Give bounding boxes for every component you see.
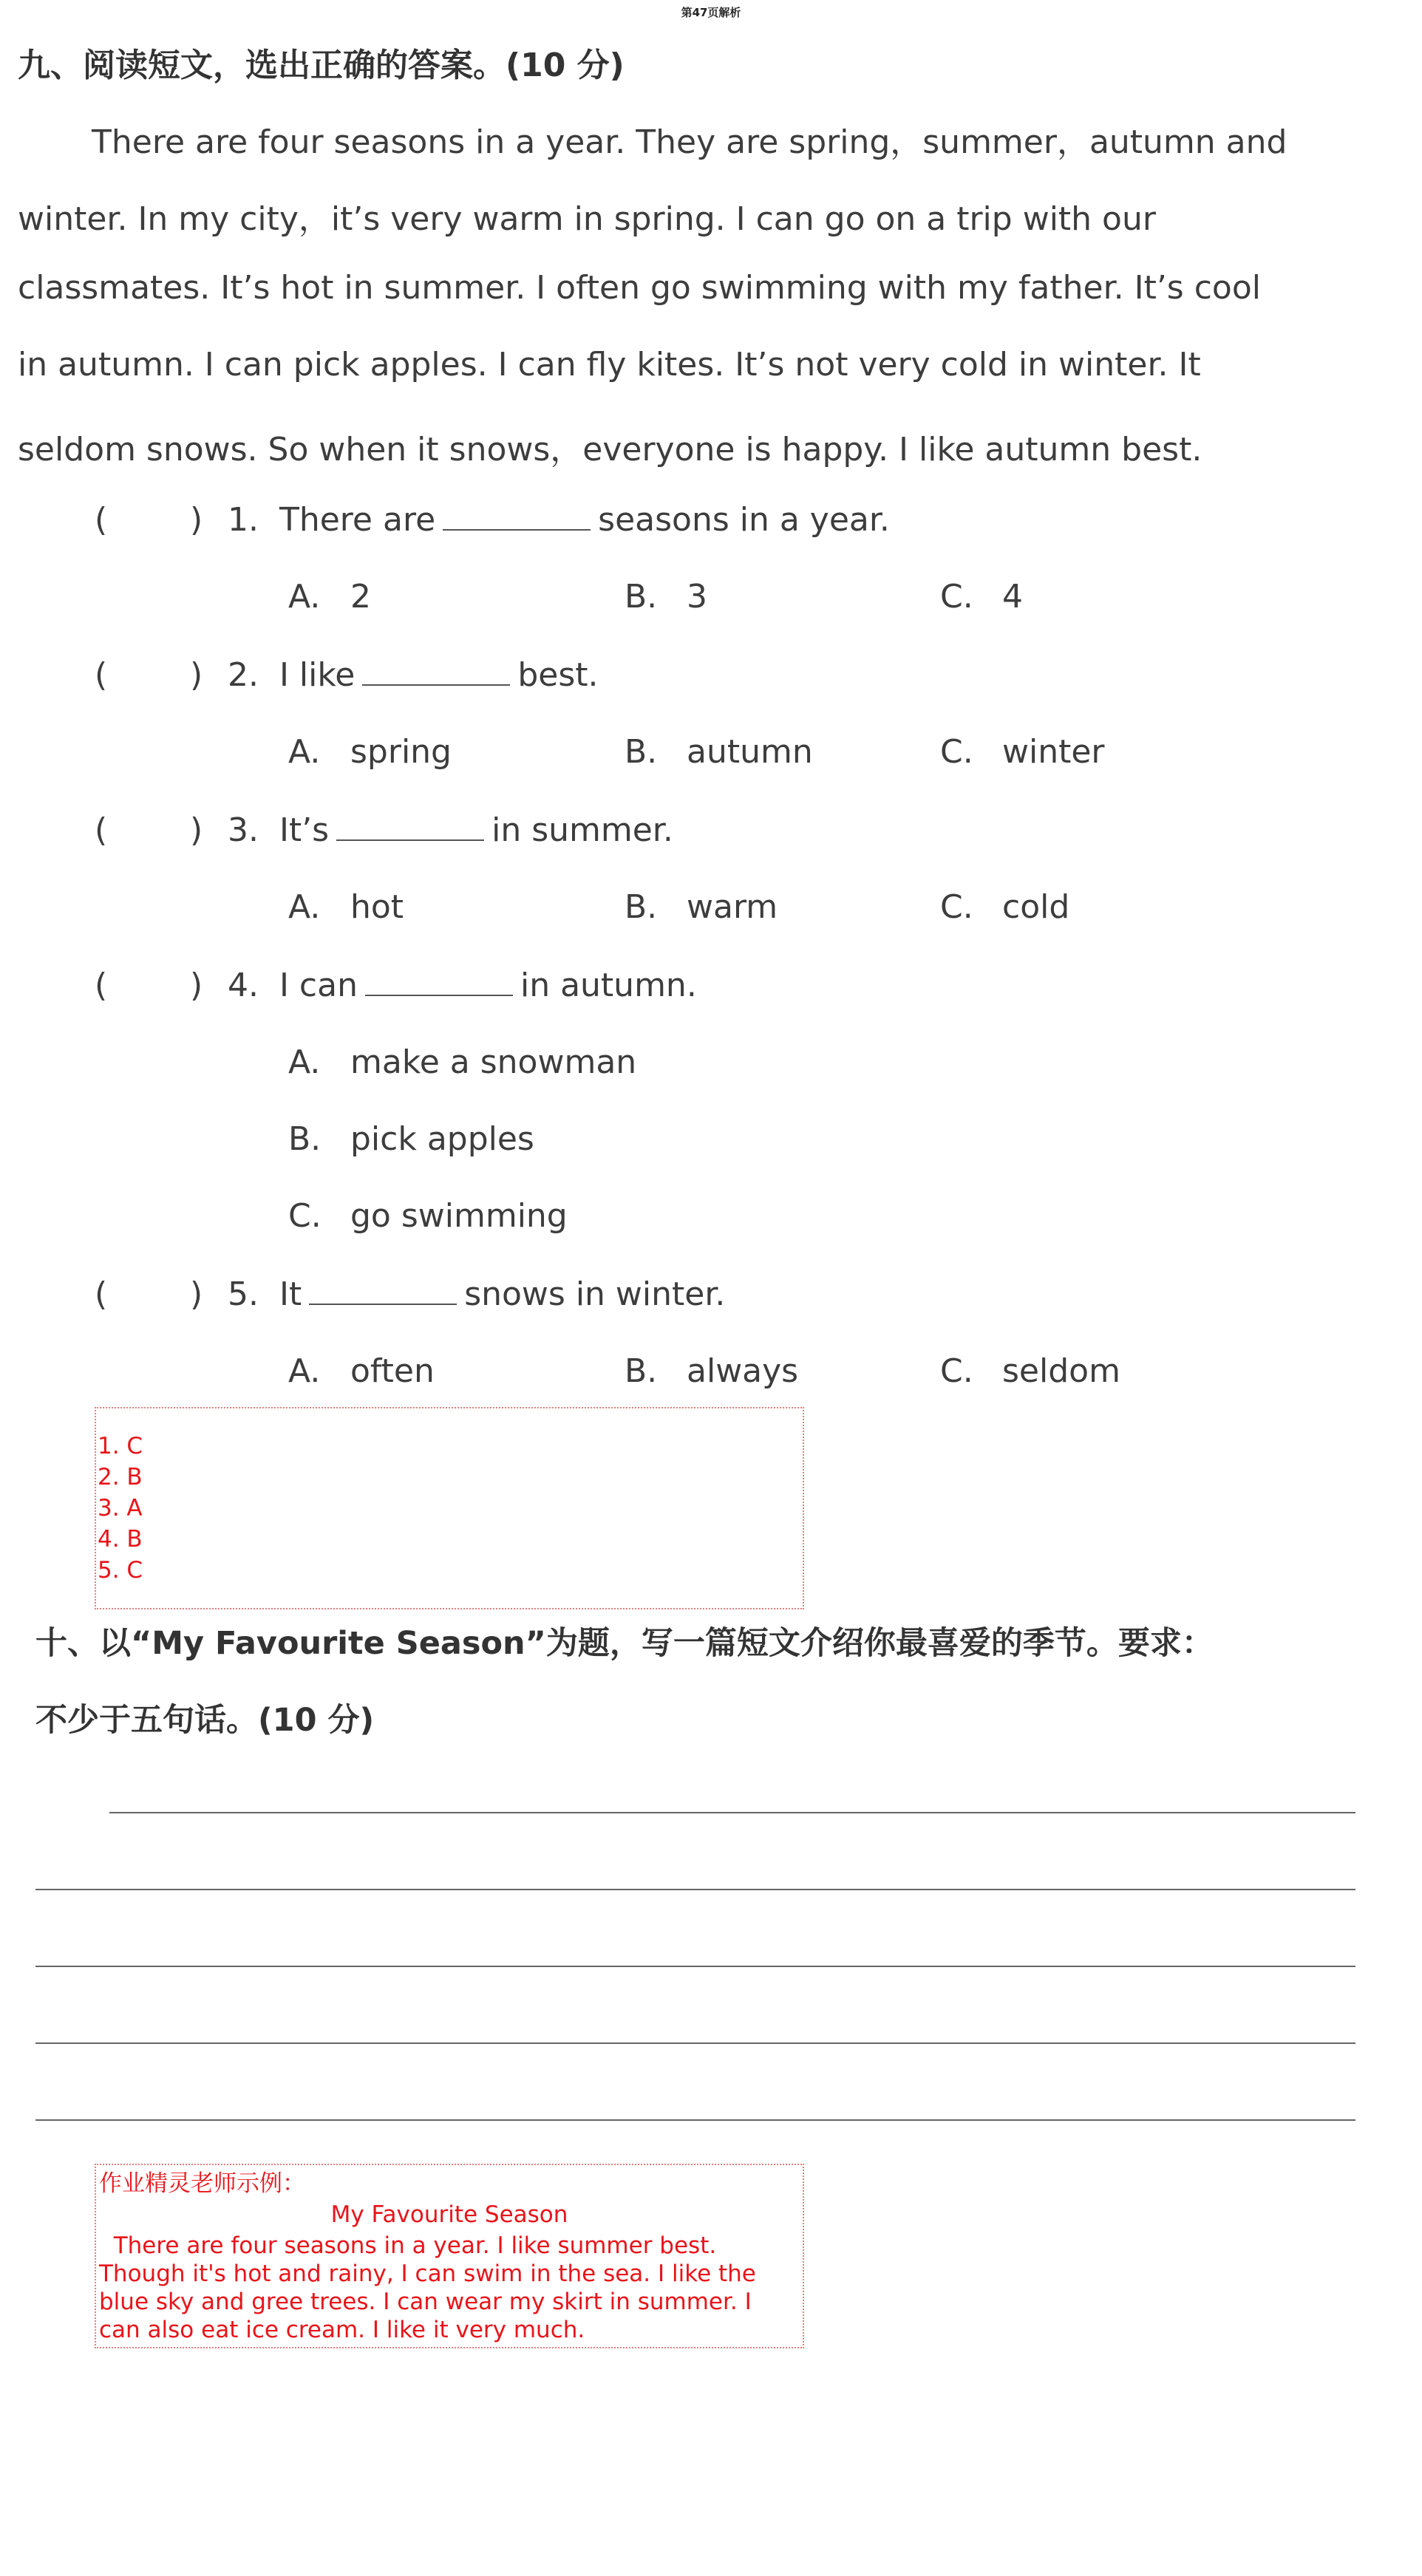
blank-3[interactable] [336, 811, 484, 841]
q3-option-a[interactable]: A. hot [288, 888, 404, 926]
sample-label: 作业精灵老师示例： [99, 2170, 305, 2197]
answer-4: 4. B [98, 1526, 143, 1553]
blank-4[interactable] [365, 967, 513, 996]
section-9-title: 九、阅读短文，选出正确的答案。(10 分) [18, 47, 625, 84]
question-5: 5. It snows in winter. [228, 1275, 726, 1313]
sample-title: My Favourite Season [330, 2201, 568, 2228]
passage-line-5: seldom snows. So when it snows，everyone is happy. I like autumn best. [18, 431, 1202, 468]
answer-2: 2. B [98, 1464, 143, 1490]
passage-line-4: in autumn. I can pick apples. I can fly kites. It’s not very cold in winter. It [18, 346, 1201, 384]
answer-1: 1. C [98, 1433, 143, 1459]
question-3: 3. It’s in summer. [228, 811, 673, 849]
writing-line-4[interactable] [35, 2042, 1355, 2044]
q3-option-b[interactable]: B. warm [625, 888, 778, 926]
sample-line-2: Though it's hot and rainy, I can swim in the sea. I like the [99, 2260, 756, 2287]
q3-option-c[interactable]: C. cold [940, 888, 1070, 926]
blank-1[interactable] [443, 501, 591, 531]
sample-essay-box [95, 2164, 804, 2348]
writing-line-1[interactable] [109, 1812, 1355, 1813]
section-10-title-line-2: 不少于五句话。(10 分) [35, 1702, 375, 1739]
sample-line-3: blue sky and gree trees. I can wear my skirt in summer. I [99, 2289, 752, 2315]
q2-option-b[interactable]: B. autumn [625, 733, 813, 771]
passage-line-1: There are four seasons in a year. They are spring，summer，autumn and [92, 123, 1287, 161]
question-4: 4. I can in autumn. [228, 967, 697, 1004]
page-header: 第47页解析 [681, 6, 741, 19]
answer-3: 3. A [98, 1495, 143, 1522]
answer-paren-5[interactable]: ( ) [95, 1275, 203, 1313]
q5-option-c[interactable]: C. seldom [940, 1352, 1120, 1390]
q2-option-a[interactable]: A. spring [288, 733, 452, 771]
q4-option-c[interactable]: C. go swimming [288, 1197, 568, 1235]
writing-line-2[interactable] [35, 1889, 1355, 1890]
q5-option-b[interactable]: B. always [625, 1352, 799, 1390]
q1-option-b[interactable]: B. 3 [625, 578, 707, 616]
blank-2[interactable] [362, 656, 510, 686]
passage-line-3: classmates. It’s hot in summer. I often go swimming with my father. It’s cool [18, 269, 1261, 307]
answer-paren-1[interactable]: ( ) [95, 501, 203, 539]
q1-option-a[interactable]: A. 2 [288, 578, 371, 616]
q4-option-a[interactable]: A. make a snowman [288, 1043, 637, 1081]
question-1: 1. There are seasons in a year. [228, 501, 890, 539]
sample-line-4: can also eat ice cream. I like it very much. [99, 2317, 585, 2343]
q1-option-c[interactable]: C. 4 [940, 578, 1023, 616]
section-10-title-line-1: 十、以“My Favourite Season”为题，写一篇短文介绍你最喜爱的季节。要求： [35, 1625, 1214, 1662]
question-2: 2. I like best. [228, 656, 599, 694]
answer-paren-2[interactable]: ( ) [95, 656, 203, 694]
writing-line-5[interactable] [35, 2119, 1355, 2121]
q2-option-c[interactable]: C. winter [940, 733, 1105, 771]
answer-5: 5. C [98, 1557, 143, 1584]
q5-option-a[interactable]: A. often [288, 1352, 435, 1390]
answer-key-box [95, 1407, 804, 1609]
answer-paren-4[interactable]: ( ) [95, 967, 203, 1004]
answer-paren-3[interactable]: ( ) [95, 811, 203, 849]
writing-line-3[interactable] [35, 1966, 1355, 1967]
blank-5[interactable] [309, 1275, 457, 1305]
sample-line-1: There are four seasons in a year. I like summer best. [99, 2232, 717, 2259]
q4-option-b[interactable]: B. pick apples [288, 1120, 534, 1158]
passage-line-2: winter. In my city，it’s very warm in spring. I can go on a trip with our [18, 200, 1156, 238]
